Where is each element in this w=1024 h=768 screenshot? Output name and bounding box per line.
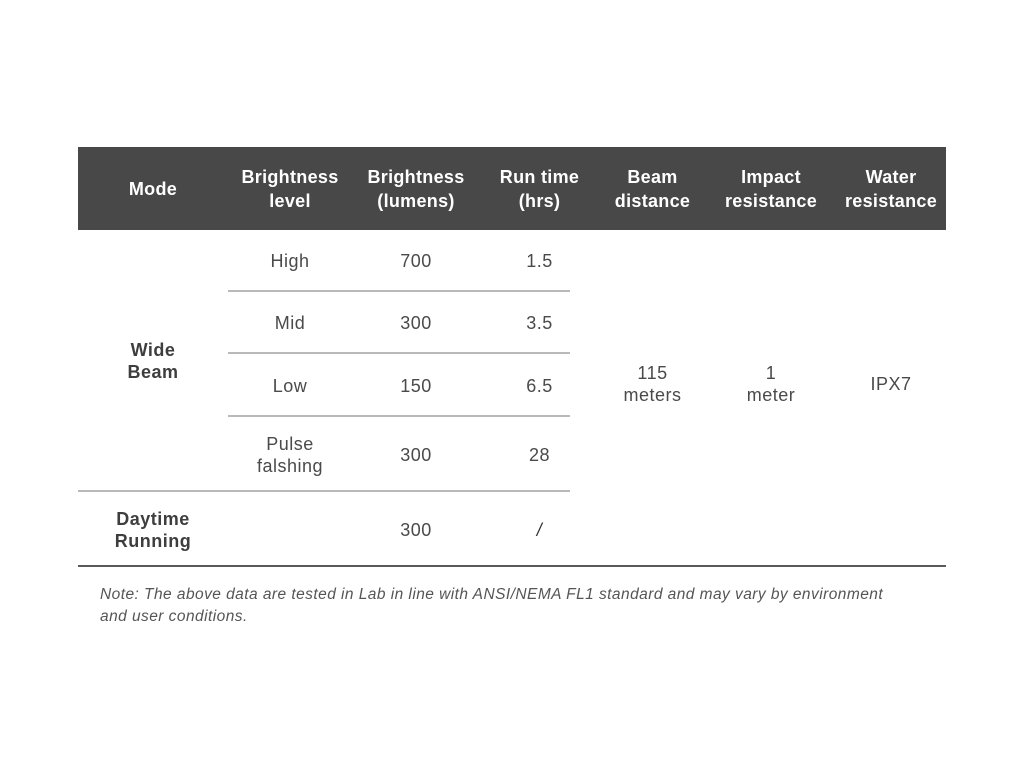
impact-resistance-cell: 1 meter: [746, 363, 796, 405]
level-cell: [228, 492, 352, 567]
beam-distance-cell: 115 meters: [623, 363, 682, 405]
level-cell: Low: [272, 375, 308, 396]
lumens-cell: 700: [400, 250, 432, 271]
header-brightness-level: Brightness level: [228, 147, 352, 230]
mode-wide-beam: Wide Beam: [127, 340, 179, 382]
runtime-cell: 1.5: [526, 250, 553, 271]
table-bottom-rule: [78, 565, 946, 567]
water-resistance-cell: IPX7: [870, 374, 912, 394]
lumens-cell: 300: [400, 519, 432, 540]
runtime-cell: 6.5: [526, 375, 553, 396]
row-divider: [228, 352, 570, 354]
lumens-cell: 300: [400, 312, 432, 333]
header-run-time: Run time (hrs): [480, 147, 599, 230]
mode-daytime-running: Daytime Running: [114, 508, 192, 551]
header-brightness-lumens: Brightness (lumens): [352, 147, 480, 230]
header-mode: Mode: [78, 147, 228, 230]
header-impact-resistance: Impact resistance: [706, 147, 836, 230]
header-water-resistance: Water resistance: [836, 147, 946, 230]
runtime-cell: /: [536, 519, 543, 540]
lumens-cell: 150: [400, 375, 432, 396]
header-beam-distance: Beam distance: [599, 147, 706, 230]
level-cell: Pulse falshing: [256, 433, 324, 476]
footnote: Note: The above data are tested in Lab in line with ANSI/NEMA FL1 standard and may vary by environment and user conditions.: [100, 586, 884, 625]
runtime-cell: 28: [528, 444, 551, 465]
runtime-cell: 3.5: [526, 312, 553, 333]
level-cell: Mid: [274, 312, 306, 333]
row-divider: [78, 490, 570, 492]
level-cell: High: [270, 250, 310, 271]
row-divider: [228, 415, 570, 417]
table-row: [78, 230, 946, 291]
row-divider: [228, 290, 570, 292]
table-header-row: [78, 147, 946, 230]
spec-table: [78, 147, 946, 567]
lumens-cell: 300: [400, 444, 432, 465]
